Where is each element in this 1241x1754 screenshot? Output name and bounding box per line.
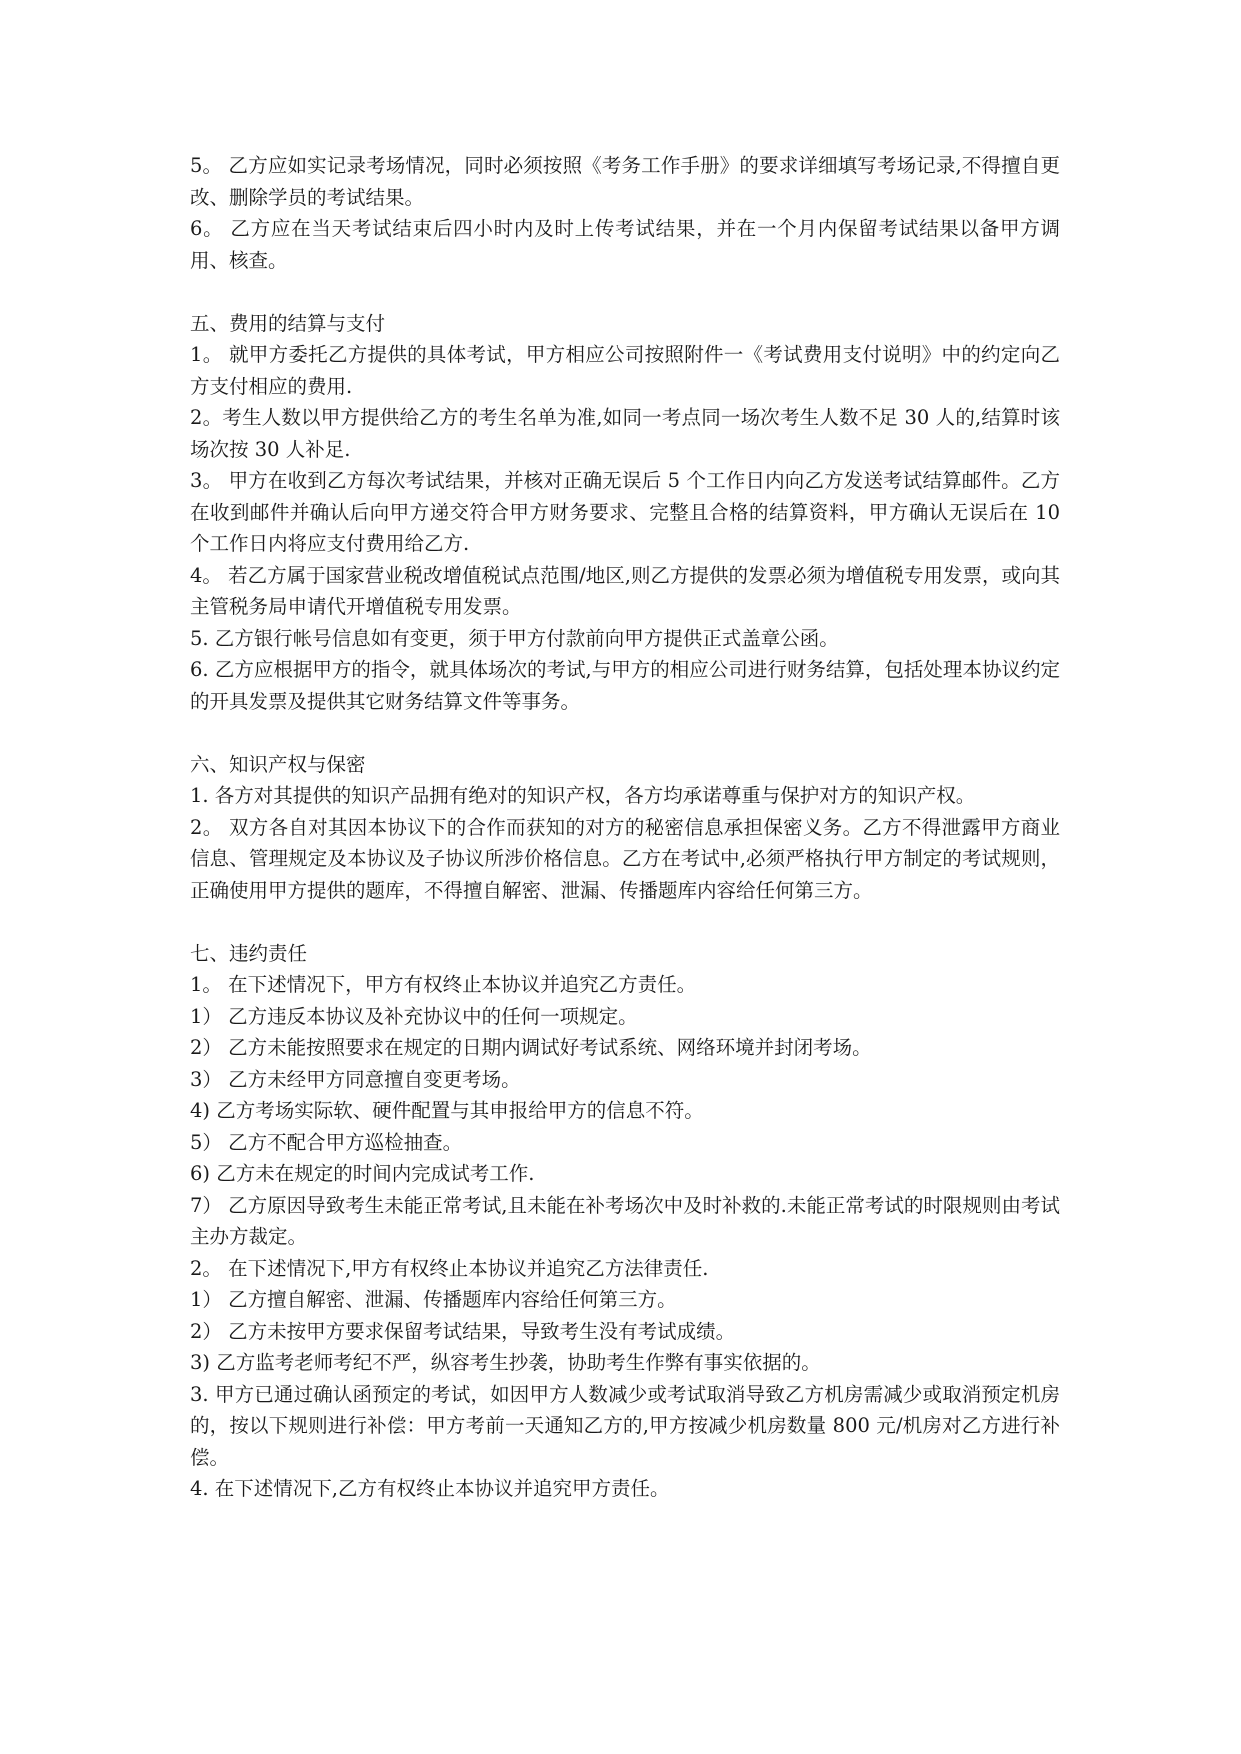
paragraph-7-4: 4. 在下述情况下,乙方有权终止本协议并追究甲方责任。 xyxy=(190,1477,670,1500)
paragraph-7-1-1: 1） 乙方违反本协议及补充协议中的任何一项规定。 xyxy=(190,1004,638,1028)
paragraph-7-1-7: 7） 乙方原因导致考生未能正常考试,且未能在补考场次中及时补救的.未能正常考试的时限规则由考试主办方裁定。 xyxy=(190,1193,1060,1248)
document-body xyxy=(190,150,1060,1505)
paragraph-7-2: 2。 在下述情况下,甲方有权终止本协议并追究乙方法律责任. xyxy=(190,1256,709,1280)
paragraph-7-1-5: 5） 乙方不配合甲方巡检抽查。 xyxy=(190,1130,463,1154)
paragraph-5-4: 4。 若乙方属于国家营业税改增值税试点范围/地区,则乙方提供的发票必须为增值税专用发票，或向其主管税务局申请代开增值税专用发票。 xyxy=(190,563,1060,618)
paragraph-4-5: 5。 乙方应如实记录考场情况，同时必须按照《考务工作手册》的要求详细填写考场记录,不得擅自更改、删除学员的考试结果。 xyxy=(190,154,1060,209)
paragraph-7-1-2: 2） 乙方未能按照要求在规定的日期内调试好考试系统、网络环境并封闭考场。 xyxy=(190,1036,872,1059)
paragraph-5-6: 6. 乙方应根据甲方的指令，就具体场次的考试,与甲方的相应公司进行财务结算，包括处理本协议约定的开具发票及提供其它财务结算文件等事务。 xyxy=(190,658,1060,713)
section-gap xyxy=(190,906,1060,938)
paragraph-6-1: 1. 各方对其提供的知识产品拥有绝对的知识产权，各方均承诺尊重与保护对方的知识产权。 xyxy=(190,784,976,807)
paragraph-5-5: 5. 乙方银行帐号信息如有变更，须于甲方付款前向甲方提供正式盖章公函。 xyxy=(190,626,839,650)
paragraph-7-1-6: 6) 乙方未在规定的时间内完成试考工作. xyxy=(190,1162,535,1185)
paragraph-7-3: 3. 甲方已通过确认函预定的考试，如因甲方人数减少或考试取消导致乙方机房需减少或取消预定机房的，按以下规则进行补偿：甲方考前一天通知乙方的,甲方按减少机房数量 800 元/机房对乙方进行补偿。 xyxy=(190,1382,1060,1469)
paragraph-7-1: 1。 在下述情况下，甲方有权终止本协议并追究乙方责任。 xyxy=(190,973,697,996)
section-heading-6: 六、知识产权与保密 xyxy=(190,752,366,776)
paragraph-7-1-3: 3） 乙方未经甲方同意擅自变更考场。 xyxy=(190,1067,521,1091)
section-heading-7: 七、违约责任 xyxy=(190,941,308,965)
section-heading-5: 五、费用的结算与支付 xyxy=(190,311,386,335)
paragraph-7-2-2: 2） 乙方未按甲方要求保留考试结果，导致考生没有考试成绩。 xyxy=(190,1319,736,1343)
paragraph-5-2: 2。考生人数以甲方提供给乙方的考生名单为准,如同一考点同一场次考生人数不足 30 人的,结算时该场次按 30 人补足. xyxy=(190,406,1060,461)
paragraph-7-1-4: 4) 乙方考场实际软、硬件配置与其申报给甲方的信息不符。 xyxy=(190,1099,704,1122)
paragraph-4-6: 6。 乙方应在当天考试结束后四小时内及时上传考试结果，并在一个月内保留考试结果以备甲方调用、核查。 xyxy=(190,217,1060,272)
paragraph-7-2-1: 1） 乙方擅自解密、泄漏、传播题库内容给任何第三方。 xyxy=(190,1288,677,1311)
section-gap xyxy=(190,276,1060,308)
section-gap xyxy=(190,717,1060,749)
paragraph-7-2-3: 3) 乙方监考老师考纪不严，纵容考生抄袭，协助考生作弊有事实依据的。 xyxy=(190,1351,821,1374)
paragraph-6-2: 2。 双方各自对其因本协议下的合作而获知的对方的秘密信息承担保密义务。乙方不得泄露甲方商业信息、管理规定及本协议及子协议所涉价格信息。乙方在考试中,必须严格执行甲方制定的考试规则，正确使用甲方提供的题库，不得擅自解密、泄漏、传播题库内容给任何第三方。 xyxy=(190,815,1060,902)
paragraph-5-3: 3。 甲方在收到乙方每次考试结果，并核对正确无误后 5 个工作日内向乙方发送考试结算邮件。乙方在收到邮件并确认后向甲方递交符合甲方财务要求、完整且合格的结算资料，甲方确认无误后在 10 个工作日内将应支付费用给乙方. xyxy=(190,469,1060,555)
paragraph-5-1: 1。 就甲方委托乙方提供的具体考试，甲方相应公司按照附件一《考试费用支付说明》中的约定向乙方支付相应的费用. xyxy=(190,343,1060,398)
